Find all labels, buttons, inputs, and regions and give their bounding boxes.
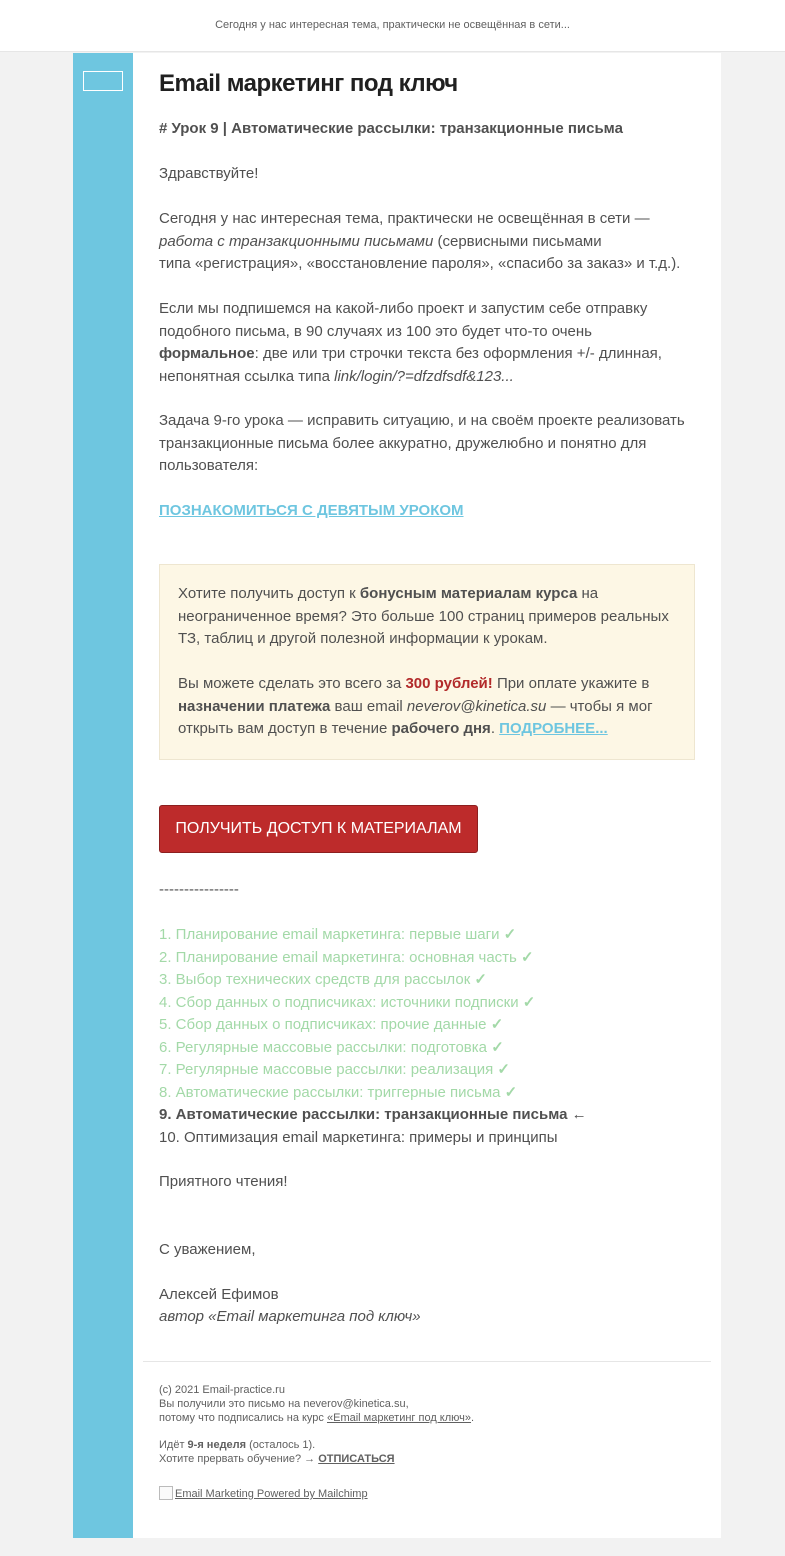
text: открыть вам доступ в течение (178, 720, 388, 737)
check-icon: ✓ (474, 971, 487, 988)
bonus-box (159, 564, 695, 760)
check-icon: ✓ (497, 1061, 510, 1078)
author-name: Алексей Ефимов (159, 1286, 279, 1303)
get-access-button[interactable]: ПОЛУЧИТЬ ДОСТУП К МАТЕРИАЛАМ (159, 805, 478, 853)
text: Идёт (159, 1439, 185, 1451)
copyright: (c) 2021 Email-practice.ru (159, 1384, 285, 1396)
sidebar-stripe (73, 53, 133, 1538)
list-item: 10. Оптимизация email маркетинга: примеры и принципы (159, 1128, 558, 1146)
text: Сегодня у нас интересная тема, практически не освещённая в сети — (159, 210, 650, 227)
text: Задача 9-го урока — исправить ситуацию, и на своём проекте реализовать (159, 412, 685, 429)
list-item[interactable]: 1. Планирование email маркетинга: первые шаги ✓ (159, 926, 517, 943)
bold-text: формальное (159, 345, 255, 362)
check-icon: ✓ (490, 1016, 504, 1033)
paragraph-intro (159, 208, 699, 276)
text: : две или три строчки текста без оформления +/- длинная, (254, 345, 662, 362)
text: ваш email (334, 697, 403, 715)
email-body (133, 53, 721, 1538)
text: потому что подписались на курс (159, 1412, 324, 1424)
bonus-text (178, 583, 676, 651)
bonus-price-text (178, 673, 676, 741)
regards: С уважением, (159, 1241, 256, 1258)
text: на (581, 585, 599, 602)
received-note: Вы получили это письмо на neverov@kinetica.su, (159, 1398, 409, 1410)
arrow-left-icon: ← (571, 1106, 587, 1123)
text: типа «регистрация», «восстановление пароля», «спасибо за заказ» и т.д.). (159, 255, 681, 272)
bold-text: бонусным материалам курса (359, 585, 578, 602)
paragraph-problem (159, 298, 699, 388)
text: ТЗ, таблиц и другой полезной информации к урокам. (178, 630, 548, 647)
check-icon: ✓ (491, 1038, 504, 1056)
text: неограниченное время? Это больше 100 страниц примеров реальных (178, 607, 669, 625)
check-icon: ✓ (504, 1083, 518, 1101)
week-status (159, 1438, 699, 1452)
more-link[interactable]: ПОДРОБНЕЕ... (499, 720, 608, 737)
check-icon: ✓ (522, 993, 536, 1011)
lesson-link[interactable]: ПОЗНАКОМИТЬСЯ С ДЕВЯТЫМ УРОКОМ (159, 502, 464, 519)
check-icon: ✓ (521, 948, 534, 966)
mailchimp-text: Email Marketing Powered by Mailchimp (175, 1488, 368, 1500)
text: подобного письма, в 90 случаях из 100 это будет что-то очень (159, 322, 592, 340)
footer (159, 1383, 699, 1501)
email-title: Email маркетинг под ключ (159, 70, 458, 97)
text: (осталось 1). (249, 1439, 316, 1451)
mailchimp-badge[interactable] (159, 1486, 699, 1501)
text: . (471, 1412, 475, 1424)
bold-text: назначении платежа (178, 697, 331, 715)
list-item-current: 9. Автоматические рассылки: транзакционные письма ← (159, 1106, 587, 1123)
text: . (490, 720, 495, 737)
text: непонятная ссылка типа (159, 367, 330, 385)
lesson-heading: # Урок 9 | Автоматические рассылки: транзакционные письма (159, 120, 623, 137)
list-item[interactable]: 7. Регулярные массовые рассылки: реализация ✓ (159, 1061, 510, 1078)
text: пользователя: (159, 457, 259, 474)
separator: ---------------- (159, 881, 239, 898)
list-item[interactable]: 2. Планирование email маркетинга: основная часть ✓ (159, 948, 534, 966)
closing-text: Приятного чтения! (159, 1173, 288, 1190)
italic-text: работа с транзакционными письмами (159, 232, 434, 250)
price: 300 рублей! (405, 675, 493, 692)
list-item[interactable]: 6. Регулярные массовые рассылки: подготовка ✓ (159, 1038, 504, 1056)
footer-divider (143, 1361, 711, 1362)
preheader: Сегодня у нас интересная тема, практически не освещённая в сети... (0, 0, 785, 52)
text: транзакционные письма более аккуратно, дружелюбно и понятно для (159, 434, 647, 452)
unsubscribe-link[interactable]: ОТПИСАТЬСЯ (318, 1453, 395, 1465)
text: Если мы подпишемся на какой-либо проект и запустим себе отправку (159, 300, 648, 317)
greeting: Здравствуйте! (159, 165, 259, 182)
text: Вы можете сделать это всего за (178, 675, 402, 692)
list-item[interactable]: 3. Выбор технических средств для рассылок ✓ (159, 971, 487, 988)
broken-image-icon (159, 1486, 173, 1500)
course-link[interactable]: «Email маркетинг под ключ» (327, 1412, 472, 1424)
text: — чтобы я мог (550, 697, 653, 715)
text: Хотите получить доступ к (178, 585, 356, 602)
lesson-list (159, 924, 699, 1149)
check-icon: ✓ (503, 926, 517, 943)
subscription-note (159, 1411, 699, 1425)
italic-text: link/login/?=dfzdfsdf&123... (334, 367, 514, 385)
bold-text: рабочего дня (391, 720, 491, 737)
text: При оплате укажите в (496, 675, 650, 692)
list-item[interactable]: 8. Автоматические рассылки: триггерные письма ✓ (159, 1083, 518, 1101)
list-item[interactable]: 4. Сбор данных о подписчиках: источники подписки ✓ (159, 993, 536, 1011)
list-item[interactable]: 5. Сбор данных о подписчиках: прочие данные ✓ (159, 1016, 504, 1033)
text: (сервисными письмами (437, 232, 602, 250)
logo-image (83, 71, 123, 91)
author-role: автор «Email маркетинга под ключ» (159, 1308, 421, 1325)
text: Хотите прервать обучение? → (159, 1453, 316, 1465)
bold-text: 9-я неделя (187, 1439, 247, 1451)
email-address: neverov@kinetica.su (406, 697, 547, 715)
unsubscribe-row (159, 1452, 699, 1466)
paragraph-task (159, 410, 699, 478)
